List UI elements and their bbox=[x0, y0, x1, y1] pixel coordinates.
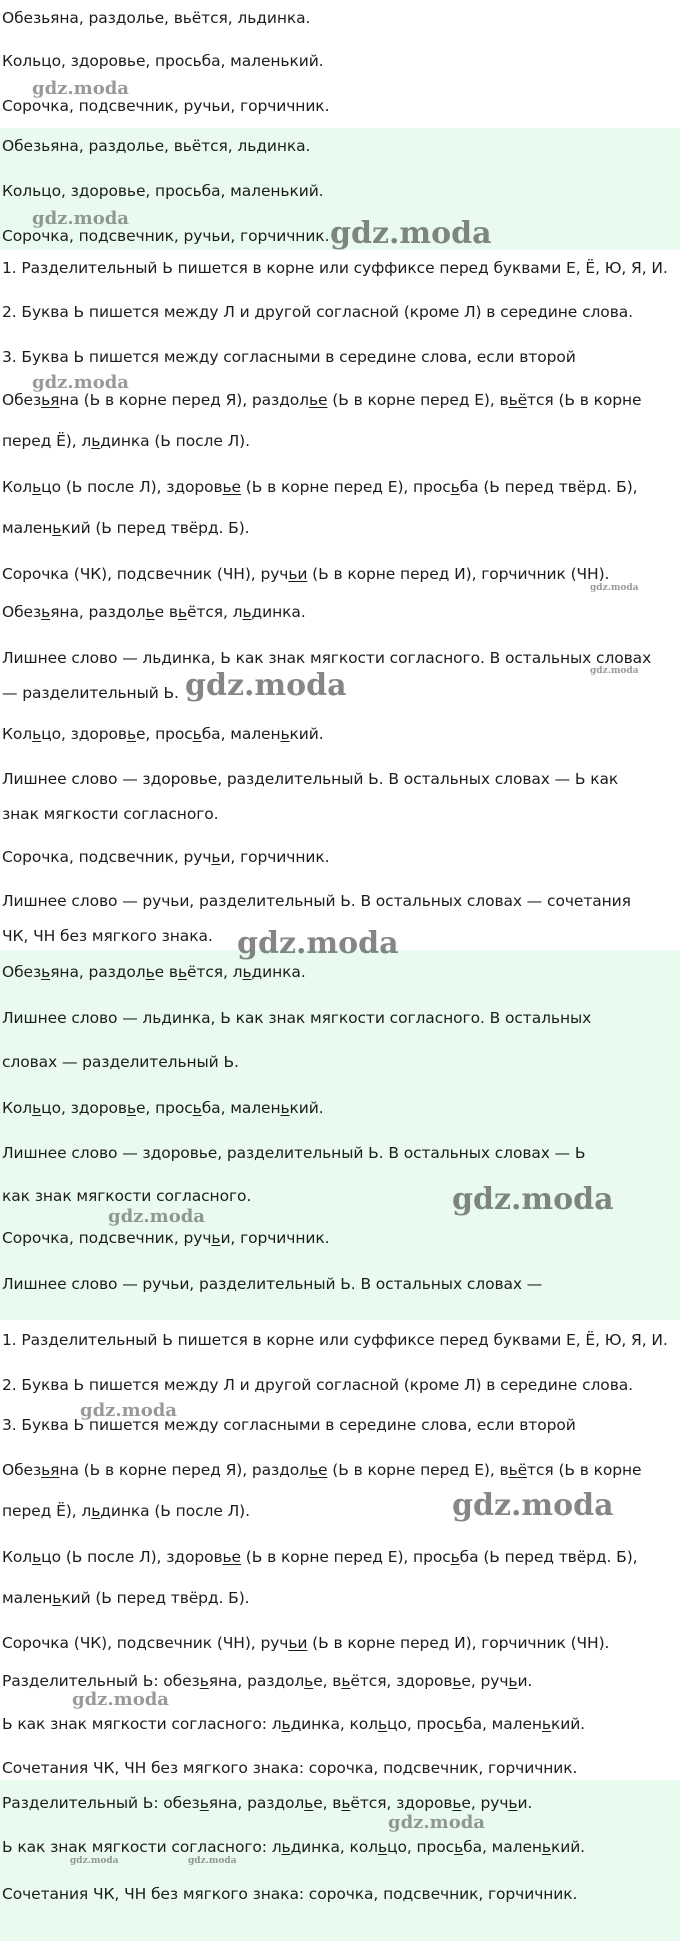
underlined-letters: ь bbox=[177, 603, 187, 621]
text-segment: Разделительный Ь: обез bbox=[2, 1672, 200, 1690]
text-segment: и. bbox=[517, 1794, 533, 1812]
text-segment: е, прос bbox=[136, 1099, 193, 1117]
underlined-letters: ьи bbox=[288, 565, 308, 583]
text-line bbox=[2, 1052, 239, 1072]
text-segment: Лишнее слово — ручьи, разделительный Ь. В остальных словах — сочетания bbox=[2, 892, 631, 910]
text-segment: динка, кол bbox=[290, 1838, 378, 1856]
text-line bbox=[2, 431, 250, 451]
text-segment: знак мягкости согласного. bbox=[2, 805, 219, 823]
text-segment: динка. bbox=[251, 603, 306, 621]
text-segment: тся (Ь в корне bbox=[527, 391, 642, 409]
text-segment: Кольцо, здоровье, просьба, маленький. bbox=[2, 182, 324, 200]
underlined-letters: ь bbox=[91, 432, 101, 450]
text-line bbox=[2, 518, 249, 538]
text-segment: тся (Ь в корне bbox=[527, 1461, 642, 1479]
text-segment: е в bbox=[154, 603, 178, 621]
underlined-letters: ь bbox=[304, 1794, 314, 1812]
text-segment: Сорочка, подсвечник, руч bbox=[2, 848, 212, 866]
text-segment: Обез bbox=[2, 1461, 42, 1479]
text-segment: 1. Разделительный Ь пишется в корне или суффиксе перед буквами Е, Ё, Ю, Я, И. bbox=[2, 259, 668, 277]
text-segment: (Ь в корне перед Е), в bbox=[327, 391, 509, 409]
text-line bbox=[2, 1098, 324, 1118]
text-segment: (Ь в корне перед Е), прос bbox=[240, 1548, 451, 1566]
text-segment: е, руч bbox=[461, 1794, 509, 1812]
underlined-letters: ь bbox=[452, 1672, 462, 1690]
text-line bbox=[2, 226, 329, 246]
text-segment: (Ь в корне перед И), горчичник (ЧН). bbox=[307, 1634, 610, 1652]
underlined-letters: ь bbox=[242, 963, 252, 981]
text-line bbox=[2, 8, 310, 28]
watermark: gdz.moda bbox=[72, 1689, 169, 1710]
text-segment: Лишнее слово — здоровье, разделительный Ь. В остальных словах — Ь как bbox=[2, 770, 619, 788]
text-segment: 1. Разделительный Ь пишется в корне или суффиксе перед буквами Е, Ё, Ю, Я, И. bbox=[2, 1331, 668, 1349]
text-segment: мален bbox=[2, 519, 53, 537]
text-line bbox=[2, 1837, 585, 1857]
underlined-letters: ь bbox=[280, 725, 290, 743]
text-segment: динка, кол bbox=[290, 1715, 378, 1733]
text-segment: яна, раздол bbox=[208, 1672, 305, 1690]
underlined-letters: ь bbox=[377, 1838, 388, 1856]
watermark: gdz.moda bbox=[452, 1182, 614, 1217]
text-segment: ётся, здоров bbox=[350, 1672, 453, 1690]
underlined-letters: ь bbox=[211, 848, 221, 866]
text-segment: ЧК, ЧН без мягкого знака. bbox=[2, 927, 213, 945]
text-segment: 2. Буква Ь пишется между Л и другой согласной (кроме Л) в середине слова. bbox=[2, 303, 633, 321]
underlined-letters: ь bbox=[32, 1548, 42, 1566]
text-segment: (Ь в корне перед Е), в bbox=[327, 1461, 509, 1479]
underlined-letters: ь bbox=[377, 1715, 388, 1733]
text-segment: е, в bbox=[313, 1672, 342, 1690]
text-segment: Сорочка, подсвечник, руч bbox=[2, 1229, 212, 1247]
text-segment: е, прос bbox=[136, 725, 193, 743]
text-line bbox=[2, 1884, 577, 1904]
text-segment: Лишнее слово — льдинка, Ь как знак мягкости согласного. В остальных словах bbox=[2, 649, 652, 667]
text-segment: цо, здоров bbox=[41, 1099, 127, 1117]
text-line bbox=[2, 1186, 251, 1206]
text-line bbox=[2, 347, 576, 367]
text-line bbox=[2, 477, 637, 497]
text-segment: Сорочка (ЧК), подсвечник (ЧН), руч bbox=[2, 565, 289, 583]
watermark: gdz.moda bbox=[330, 216, 492, 251]
text-segment: как знак мягкости согласного. bbox=[2, 1187, 252, 1205]
watermark: gdz.moda bbox=[185, 668, 347, 703]
text-line bbox=[2, 847, 329, 867]
text-line bbox=[2, 1671, 532, 1691]
underlined-letters: ь bbox=[91, 1502, 101, 1520]
text-line bbox=[2, 1143, 585, 1163]
underlined-letters: ьи bbox=[288, 1634, 308, 1652]
text-segment: Ь как знак мягкости согласного: л bbox=[2, 1715, 282, 1733]
text-segment: Обез bbox=[2, 963, 42, 981]
underlined-letters: ь bbox=[304, 1672, 314, 1690]
underlined-letters: ь bbox=[199, 1672, 209, 1690]
answer-block-highlighted bbox=[0, 128, 680, 250]
text-line bbox=[2, 1228, 329, 1248]
text-line bbox=[2, 564, 609, 584]
answer-block-highlighted bbox=[0, 1780, 680, 1941]
underlined-letters: ь bbox=[145, 603, 155, 621]
text-segment: ётся, л bbox=[187, 963, 243, 981]
text-segment: (Ь в корне перед Е), прос bbox=[240, 478, 451, 496]
text-segment: динка (Ь после Л). bbox=[100, 1502, 250, 1520]
watermark: gdz.moda bbox=[590, 583, 639, 593]
underlined-letters: ь bbox=[541, 1715, 551, 1733]
text-segment: ётся, л bbox=[187, 603, 243, 621]
text-line bbox=[2, 181, 324, 201]
text-line bbox=[2, 390, 641, 410]
text-line bbox=[2, 1330, 668, 1350]
text-segment: ба, мален bbox=[201, 725, 281, 743]
underlined-letters: ь bbox=[192, 725, 202, 743]
text-segment: яна, раздол bbox=[50, 603, 146, 621]
underlined-letters: ь bbox=[177, 963, 187, 981]
text-line bbox=[2, 683, 179, 703]
text-segment: ба, мален bbox=[201, 1099, 281, 1117]
underlined-letters: ь bbox=[281, 1838, 291, 1856]
underlined-letters: ье bbox=[308, 391, 328, 409]
text-segment: Сочетания ЧК, ЧН без мягкого знака: сорочка, подсвечник, горчичник. bbox=[2, 1885, 578, 1903]
text-segment: ба, мален bbox=[463, 1838, 542, 1856]
text-segment: Обез bbox=[2, 603, 42, 621]
text-segment: ба (Ь перед твёрд. Б), bbox=[459, 478, 638, 496]
text-line bbox=[2, 1501, 250, 1521]
underlined-letters: ь bbox=[454, 1838, 464, 1856]
watermark: gdz.moda bbox=[188, 1856, 237, 1866]
text-segment: и, горчичник. bbox=[220, 1229, 330, 1247]
text-segment: Лишнее слово — здоровье, разделительный Ь. В остальных словах — Ь bbox=[2, 1144, 586, 1162]
text-segment: 3. Буква Ь пишется между согласными в середине слова, если второй bbox=[2, 348, 576, 366]
watermark: gdz.moda bbox=[452, 1488, 614, 1523]
text-line bbox=[2, 891, 631, 911]
text-segment: динка (Ь после Л). bbox=[100, 432, 250, 450]
watermark: gdz.moda bbox=[70, 1856, 119, 1866]
underlined-letters: ь bbox=[199, 1794, 209, 1812]
text-line bbox=[2, 769, 618, 789]
answer-block bbox=[0, 0, 680, 128]
underlined-letters: ь bbox=[192, 1099, 202, 1117]
underlined-letters: ье bbox=[308, 1461, 328, 1479]
text-line bbox=[2, 962, 306, 982]
text-segment: ба, мален bbox=[463, 1715, 542, 1733]
underlined-letters: ь bbox=[32, 1099, 42, 1117]
text-segment: Сорочка, подсвечник, ручьи, горчичник. bbox=[2, 227, 330, 245]
text-line bbox=[2, 1008, 591, 1028]
underlined-letters: ьё bbox=[508, 391, 528, 409]
underlined-letters: ь bbox=[126, 725, 136, 743]
underlined-letters: ь bbox=[41, 603, 51, 621]
text-segment: е в bbox=[154, 963, 178, 981]
text-segment: цо, здоров bbox=[41, 725, 127, 743]
text-segment: Сочетания ЧК, ЧН без мягкого знака: сорочка, подсвечник, горчичник. bbox=[2, 1759, 578, 1777]
text-segment: (Ь в корне перед И), горчичник (ЧН). bbox=[307, 565, 610, 583]
text-line bbox=[2, 1460, 641, 1480]
underlined-letters: ь bbox=[341, 1672, 351, 1690]
text-line bbox=[2, 51, 324, 71]
text-segment: ётся, здоров bbox=[350, 1794, 453, 1812]
watermark: gdz.moda bbox=[32, 208, 129, 229]
text-segment: е, руч bbox=[461, 1672, 509, 1690]
text-segment: — разделительный Ь. bbox=[2, 684, 179, 702]
underlined-letters: ь bbox=[145, 963, 155, 981]
text-segment: цо, прос bbox=[387, 1838, 455, 1856]
text-segment: перед Ё), л bbox=[2, 432, 92, 450]
text-segment: Кол bbox=[2, 725, 33, 743]
text-line bbox=[2, 648, 651, 668]
watermark: gdz.moda bbox=[388, 1812, 485, 1833]
text-segment: 2. Буква Ь пишется между Л и другой согласной (кроме Л) в середине слова. bbox=[2, 1376, 633, 1394]
underlined-letters: ь bbox=[32, 725, 42, 743]
watermark: gdz.moda bbox=[80, 1400, 177, 1421]
text-segment: Обезьяна, раздолье, вьётся, льдинка. bbox=[2, 137, 311, 155]
underlined-letters: ь bbox=[52, 1589, 62, 1607]
text-segment: е, в bbox=[313, 1794, 342, 1812]
text-segment: кий (Ь перед твёрд. Б). bbox=[61, 519, 250, 537]
underlined-letters: ь bbox=[508, 1672, 518, 1690]
underlined-letters: ь bbox=[341, 1794, 351, 1812]
text-segment: Сорочка (ЧК), подсвечник (ЧН), руч bbox=[2, 1634, 289, 1652]
text-line bbox=[2, 724, 324, 744]
text-segment: 3. Буква Ь пишется между согласными в середине слова, если второй bbox=[2, 1416, 576, 1434]
text-segment: ба (Ь перед твёрд. Б), bbox=[459, 1548, 638, 1566]
text-line bbox=[2, 136, 310, 156]
watermark: gdz.moda bbox=[108, 1206, 205, 1227]
text-line bbox=[2, 1588, 249, 1608]
text-line bbox=[2, 926, 213, 946]
text-segment: Лишнее слово — льдинка, Ь как знак мягкости согласного. В остальных bbox=[2, 1009, 592, 1027]
text-segment: Лишнее слово — ручьи, разделительный Ь. В остальных словах — bbox=[2, 1275, 543, 1293]
text-segment: кий. bbox=[550, 1715, 586, 1733]
text-line bbox=[2, 1547, 637, 1567]
text-segment: и, горчичник. bbox=[220, 848, 330, 866]
text-segment: кий. bbox=[289, 1099, 324, 1117]
underlined-letters: ь bbox=[280, 1099, 290, 1117]
answer-block-highlighted bbox=[0, 950, 680, 1320]
text-line bbox=[2, 96, 329, 116]
watermark: gdz.moda bbox=[32, 78, 129, 99]
underlined-letters: ье bbox=[222, 1548, 241, 1566]
watermark: gdz.moda bbox=[590, 666, 639, 676]
underlined-letters: ь bbox=[211, 1229, 221, 1247]
text-segment: Кольцо, здоровье, просьба, маленький. bbox=[2, 52, 324, 70]
text-segment: Сорочка, подсвечник, ручьи, горчичник. bbox=[2, 97, 330, 115]
text-segment: Ь как знак мягкости согласного: л bbox=[2, 1838, 282, 1856]
watermark: gdz.moda bbox=[32, 372, 129, 393]
text-segment: мален bbox=[2, 1589, 53, 1607]
text-line bbox=[2, 1758, 577, 1778]
underlined-letters: ь bbox=[41, 963, 51, 981]
text-segment: Разделительный Ь: обез bbox=[2, 1794, 200, 1812]
underlined-letters: ь bbox=[450, 1548, 460, 1566]
underlined-letters: ь bbox=[32, 478, 42, 496]
underlined-letters: ь bbox=[52, 519, 62, 537]
answer-block bbox=[0, 1320, 680, 1780]
text-segment: на (Ь в корне перед Я), раздол bbox=[59, 391, 309, 409]
text-segment: Кол bbox=[2, 478, 33, 496]
underlined-letters: ь bbox=[450, 478, 460, 496]
underlined-letters: ь bbox=[454, 1715, 464, 1733]
text-segment: яна, раздол bbox=[50, 963, 146, 981]
text-segment: перед Ё), л bbox=[2, 1502, 92, 1520]
text-line bbox=[2, 258, 668, 278]
text-segment: Обез bbox=[2, 391, 42, 409]
text-segment: на (Ь в корне перед Я), раздол bbox=[59, 1461, 309, 1479]
text-line bbox=[2, 1714, 585, 1734]
underlined-letters: ь bbox=[508, 1794, 518, 1812]
text-line bbox=[2, 1415, 576, 1435]
text-segment: Кол bbox=[2, 1548, 33, 1566]
text-segment: кий. bbox=[550, 1838, 586, 1856]
text-segment: кий. bbox=[289, 725, 324, 743]
underlined-letters: ь bbox=[541, 1838, 551, 1856]
text-segment: Обезьяна, раздолье, вьётся, льдинка. bbox=[2, 9, 311, 27]
text-segment: и. bbox=[517, 1672, 533, 1690]
underlined-letters: ь bbox=[126, 1099, 136, 1117]
text-segment: цо (Ь после Л), здоров bbox=[41, 478, 223, 496]
underlined-letters: ь bbox=[452, 1794, 462, 1812]
text-line bbox=[2, 1793, 532, 1813]
text-line bbox=[2, 1274, 542, 1294]
text-line bbox=[2, 804, 218, 824]
watermark: gdz.moda bbox=[237, 926, 399, 961]
text-line bbox=[2, 602, 306, 622]
underlined-letters: ь bbox=[281, 1715, 291, 1733]
underlined-letters: ья bbox=[41, 1461, 60, 1479]
underlined-letters: ья bbox=[41, 391, 60, 409]
text-segment: кий (Ь перед твёрд. Б). bbox=[61, 1589, 250, 1607]
text-segment: цо, прос bbox=[387, 1715, 455, 1733]
text-line bbox=[2, 1375, 633, 1395]
text-line bbox=[2, 302, 633, 322]
text-segment: словах — разделительный Ь. bbox=[2, 1053, 239, 1071]
underlined-letters: ьё bbox=[508, 1461, 528, 1479]
text-segment: цо (Ь после Л), здоров bbox=[41, 1548, 223, 1566]
underlined-letters: ье bbox=[222, 478, 241, 496]
underlined-letters: ь bbox=[242, 603, 252, 621]
answer-block bbox=[0, 250, 680, 950]
text-segment: Кол bbox=[2, 1099, 33, 1117]
text-segment: яна, раздол bbox=[208, 1794, 305, 1812]
text-line bbox=[2, 1633, 609, 1653]
text-segment: динка. bbox=[251, 963, 306, 981]
